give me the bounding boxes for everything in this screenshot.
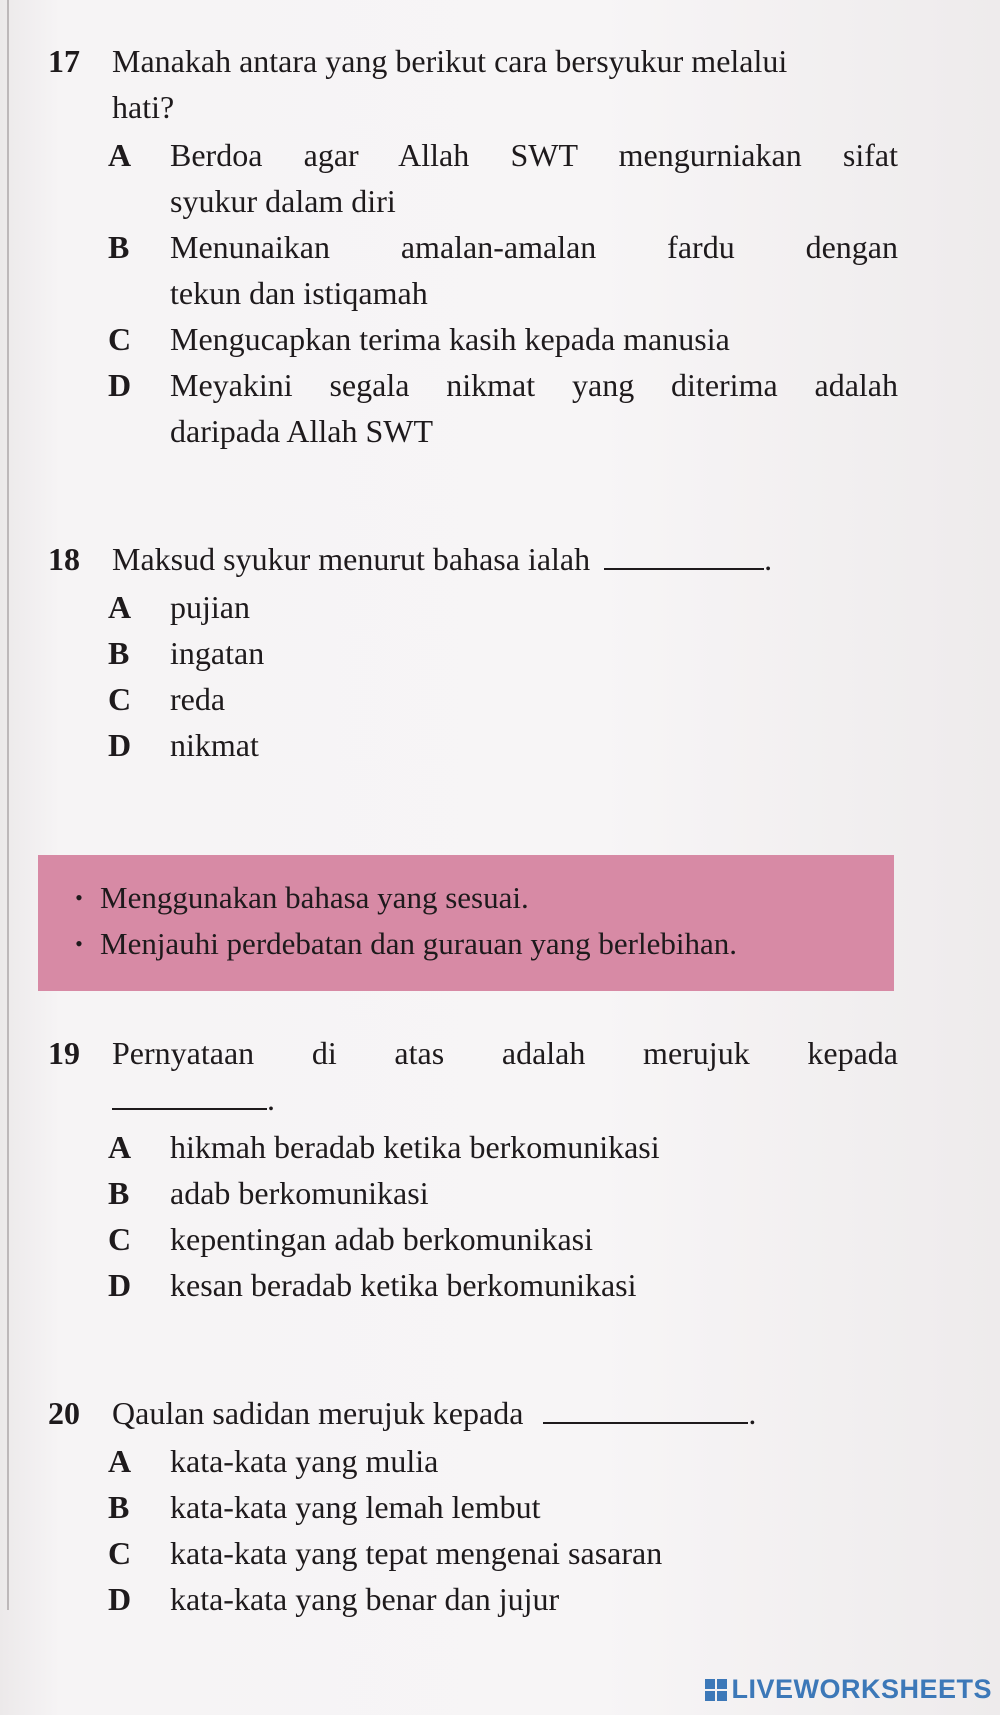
option-letter: B: [108, 635, 130, 671]
statement-item: [58, 875, 894, 921]
option-d[interactable]: [108, 1262, 898, 1308]
question-18: [48, 536, 898, 768]
options-list: [108, 1438, 898, 1622]
brand-text: LIVEWORKSHEETS: [731, 1674, 992, 1704]
question-text: Maksud syukur menurut bahasa ialah: [112, 541, 591, 577]
option-text: hikmah beradab ketika berkomunikasi: [170, 1129, 660, 1165]
option-letter: D: [108, 1267, 132, 1303]
option-text-line2: daripada Allah SWT: [170, 413, 434, 449]
option-b[interactable]: [108, 224, 898, 316]
option-letter: C: [108, 321, 132, 357]
option-letter: A: [108, 1129, 132, 1165]
option-text: kepentingan adab berkomunikasi: [170, 1221, 593, 1257]
option-b[interactable]: [108, 630, 898, 676]
option-letter: B: [108, 1489, 130, 1525]
question-end: .: [764, 541, 773, 577]
statement-box: [38, 855, 894, 991]
question-19: [48, 1030, 898, 1308]
option-text: kata-kata yang tepat mengenai sasaran: [170, 1535, 663, 1571]
option-text: adab berkomunikasi: [170, 1175, 429, 1211]
option-letter: A: [108, 589, 132, 625]
option-a[interactable]: [108, 584, 898, 630]
option-text: kesan beradab ketika berkomunikasi: [170, 1267, 637, 1303]
option-text-line1: Meyakini segala nikmat yang diterima adalah: [170, 367, 898, 403]
option-a[interactable]: [108, 1438, 898, 1484]
option-d[interactable]: [108, 722, 898, 768]
option-letter: B: [108, 1175, 130, 1211]
option-text-line2: tekun dan istiqamah: [170, 275, 428, 311]
question-end: .: [748, 1395, 757, 1431]
option-text: kata-kata yang lemah lembut: [170, 1489, 541, 1525]
page-margin-line: [7, 0, 9, 1610]
option-c[interactable]: [108, 1530, 898, 1576]
options-list: [108, 1124, 898, 1308]
option-b[interactable]: [108, 1484, 898, 1530]
option-a[interactable]: [108, 132, 898, 224]
option-text-line1: Mengucapkan terima kasih kepada manusia: [170, 321, 730, 357]
option-d[interactable]: [108, 1576, 898, 1622]
option-letter: D: [108, 367, 132, 403]
option-text-line1: Berdoa agar Allah SWT mengurniakan sifat: [170, 137, 898, 173]
question-text: Pernyataan di atas adalah merujuk kepada: [112, 1035, 898, 1071]
question-17: [48, 38, 898, 454]
option-letter: C: [108, 1221, 132, 1257]
option-letter: A: [108, 137, 132, 173]
option-letter: A: [108, 1443, 132, 1479]
option-text: kata-kata yang benar dan jujur: [170, 1581, 560, 1617]
option-text-line1: Menunaikan amalan-amalan fardu dengan: [170, 229, 898, 265]
question-stem: [48, 38, 898, 130]
liveworksheets-brand: [705, 1674, 992, 1705]
question-text-line1: Manakah antara yang berikut cara bersyukur melalui: [112, 43, 788, 79]
option-text: reda: [170, 681, 226, 717]
option-text: pujian: [170, 589, 250, 625]
option-letter: B: [108, 229, 130, 265]
question-number: 19: [48, 1035, 80, 1071]
option-text-line2: syukur dalam diri: [170, 183, 396, 219]
question-stem: [48, 536, 898, 582]
bullet-icon: •: [75, 885, 83, 910]
option-letter: C: [108, 1535, 132, 1571]
question-stem: [48, 1030, 898, 1122]
options-list: [108, 132, 898, 454]
liveworksheets-logo-icon: [705, 1679, 727, 1701]
statement-text: Menjauhi perdebatan dan gurauan yang berlebihan.: [100, 926, 737, 961]
question-text: Qaulan sadidan merujuk kepada: [112, 1395, 524, 1431]
option-text: ingatan: [170, 635, 265, 671]
option-letter: C: [108, 681, 132, 717]
question-text-line2: hati?: [112, 89, 175, 125]
option-a[interactable]: [108, 1124, 898, 1170]
statement-text: Menggunakan bahasa yang sesuai.: [100, 880, 529, 915]
option-c[interactable]: [108, 676, 898, 722]
question-end: .: [267, 1081, 275, 1117]
question-20: [48, 1390, 898, 1622]
question-number: 18: [48, 541, 80, 577]
statement-item: [58, 921, 894, 967]
question-number: 20: [48, 1395, 80, 1431]
option-text: nikmat: [170, 727, 259, 763]
option-d[interactable]: [108, 362, 898, 454]
answer-blank[interactable]: [112, 1078, 267, 1110]
option-letter: D: [108, 727, 132, 763]
option-c[interactable]: [108, 316, 898, 362]
bullet-icon: •: [75, 931, 83, 956]
option-letter: D: [108, 1581, 132, 1617]
answer-blank[interactable]: [604, 538, 764, 570]
options-list: [108, 584, 898, 768]
option-b[interactable]: [108, 1170, 898, 1216]
answer-blank[interactable]: [543, 1392, 748, 1424]
question-stem: [48, 1390, 898, 1436]
option-text: kata-kata yang mulia: [170, 1443, 439, 1479]
option-c[interactable]: [108, 1216, 898, 1262]
question-number: 17: [48, 43, 80, 79]
